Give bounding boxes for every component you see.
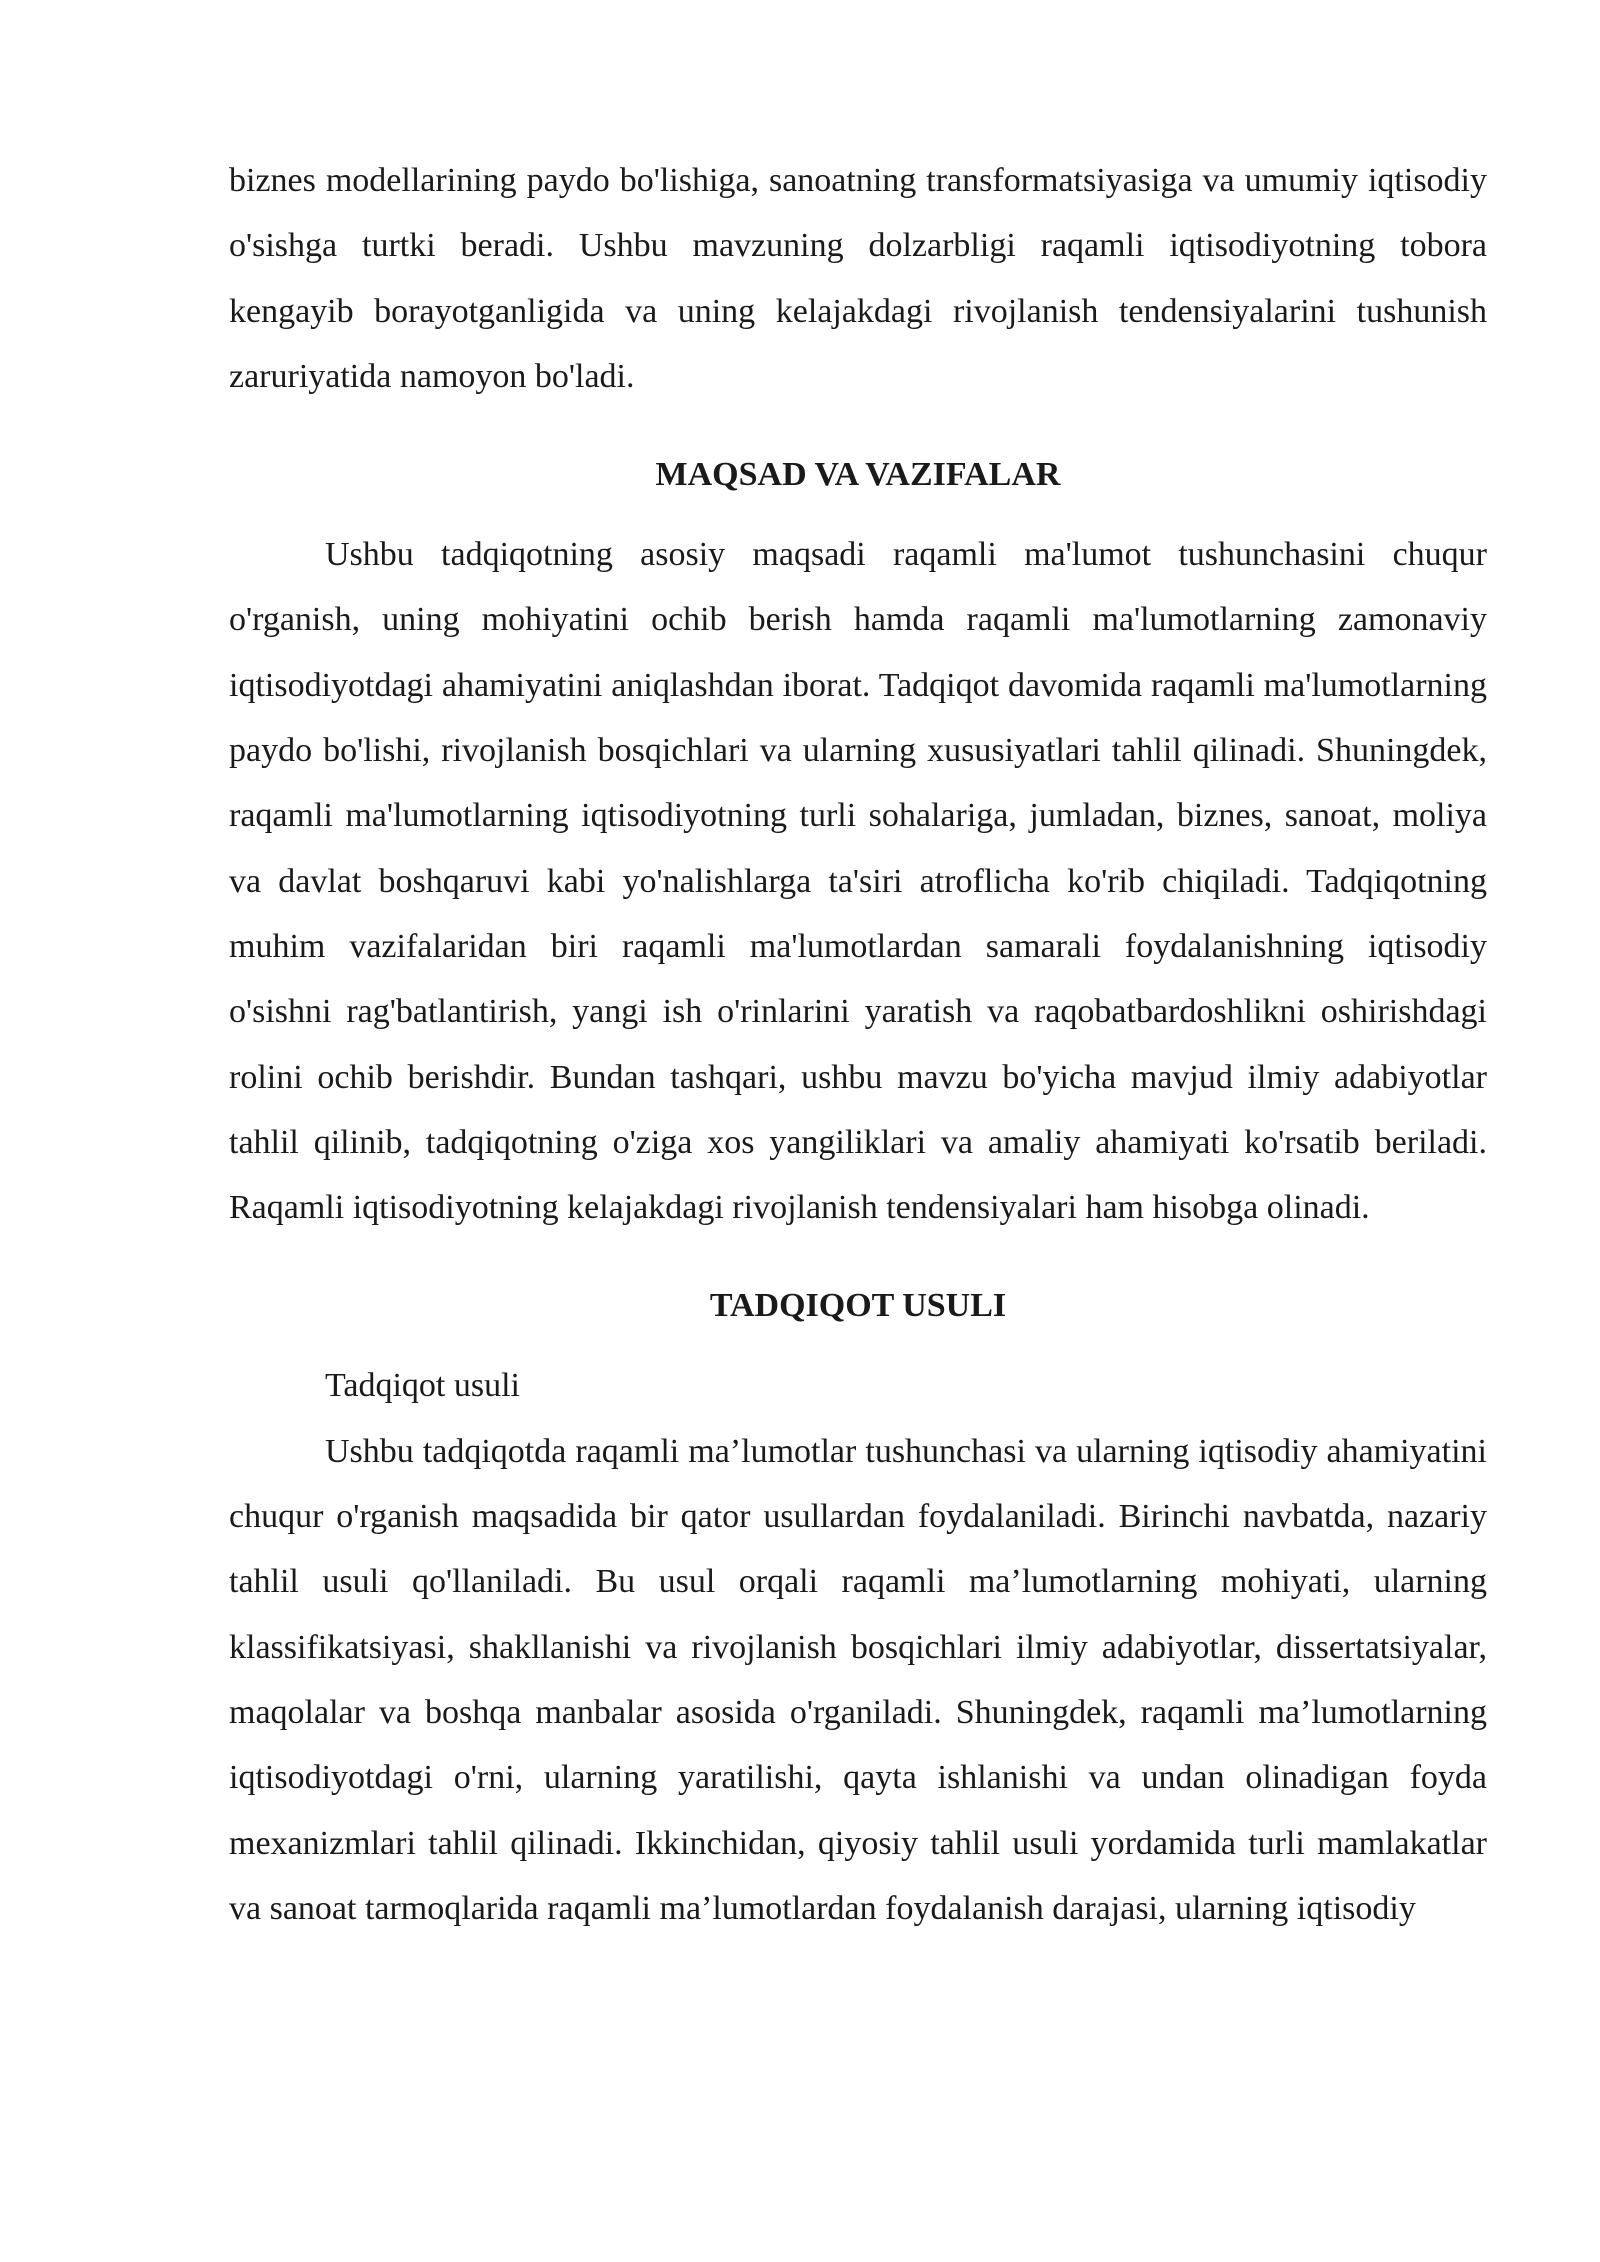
method-heading: TADQIQOT USULI — [709, 1287, 1007, 1325]
method-paragraph: Ushbu tadqiqotda raqamli ma’lumotlar tushunchasi va ularning iqtisodiy ahamiyatini chuqur o'rganish maqsadida bir qator usullardan foydalaniladi. Birinchi navbatda, nazariy tahlil usuli qo'llaniladi. Bu usul orqali raqamli ma’lumotlarning mohiyati, ularning klassifikatsiyasi, shakllanishi va rivojlanish bosqichlari ilmiy adabiyotlar, dissertatsiyalar, maqolalar va boshqa manbalar asosida o'rganiladi. Shuningdek, raqamli ma’lumotlarning iqtisodiyotdagi o'rni, ularning yaratilishi, qayta ishlanishi va undan olinadigan foyda mexanizmlari tahlil qilinadi. Ikkinchidan, qiyosiy tahlil usuli yordamida turli mamlakatlar va sanoat tarmoqlarida raqamli ma’lumotlardan foydalanish darajasi, ularning iqtisodiy — [229, 1432, 1487, 1927]
intro-paragraph: biznes modellarining paydo bo'lishiga, sanoatning transformatsiyasiga va umumiy iqtisodiy o'sishga turtki beradi. Ushbu mavzuning dolzarbligi raqamli iqtisodiyotning tobora kengayib borayotganligida va uning kelajakdagi rivojlanish tendensiyalarini tushunish zaruriyatida namoyon bo'ladi. — [229, 162, 1487, 395]
goals-paragraph: Ushbu tadqiqotning asosiy maqsadi raqamli ma'lumot tushunchasini chuqur o'rganish, uning mohiyatini ochib berish hamda raqamli ma'lumotlarning zamonaviy iqtisodiyotdagi ahamiyatini aniqlashdan iborat. Tadqiqot davomida raqamli ma'lumotlarning paydo bo'lishi, rivojlanish bosqichlari va ularning xususiyatlari tahlil qilinadi. Shuningdek, raqamli ma'lumotlarning iqtisodiyotning turli sohalariga, jumladan, biznes, sanoat, moliya va davlat boshqaruvi kabi yo'nalishlarga ta'siri atroflicha ko'rib chiqiladi. Tadqiqotning muhim vazifalaridan biri raqamli ma'lumotlardan samarali foydalanishning iqtisodiy o'sishni rag'batlantirish, yangi ish o'rinlarini yaratish va raqobatbardoshlikni oshirishdagi rolini ochib berishdir. Bundan tashqari, ushbu mavzu bo'yicha mavjud ilmiy adabiyotlar tahlil qilinib, tadqiqotning o'ziga xos yangiliklari va amaliy ahamiyati ko'rsatib beriladi. Raqamli iqtisodiyotning kelajakdagi rivojlanish tendensiyalari ham hisobga olinadi. — [229, 536, 1487, 1227]
document-page — [229, 148, 1487, 1941]
method-label: Tadqiqot usuli — [325, 1367, 521, 1405]
goals-heading: MAQSAD VA VAZIFALAR — [655, 456, 1061, 494]
